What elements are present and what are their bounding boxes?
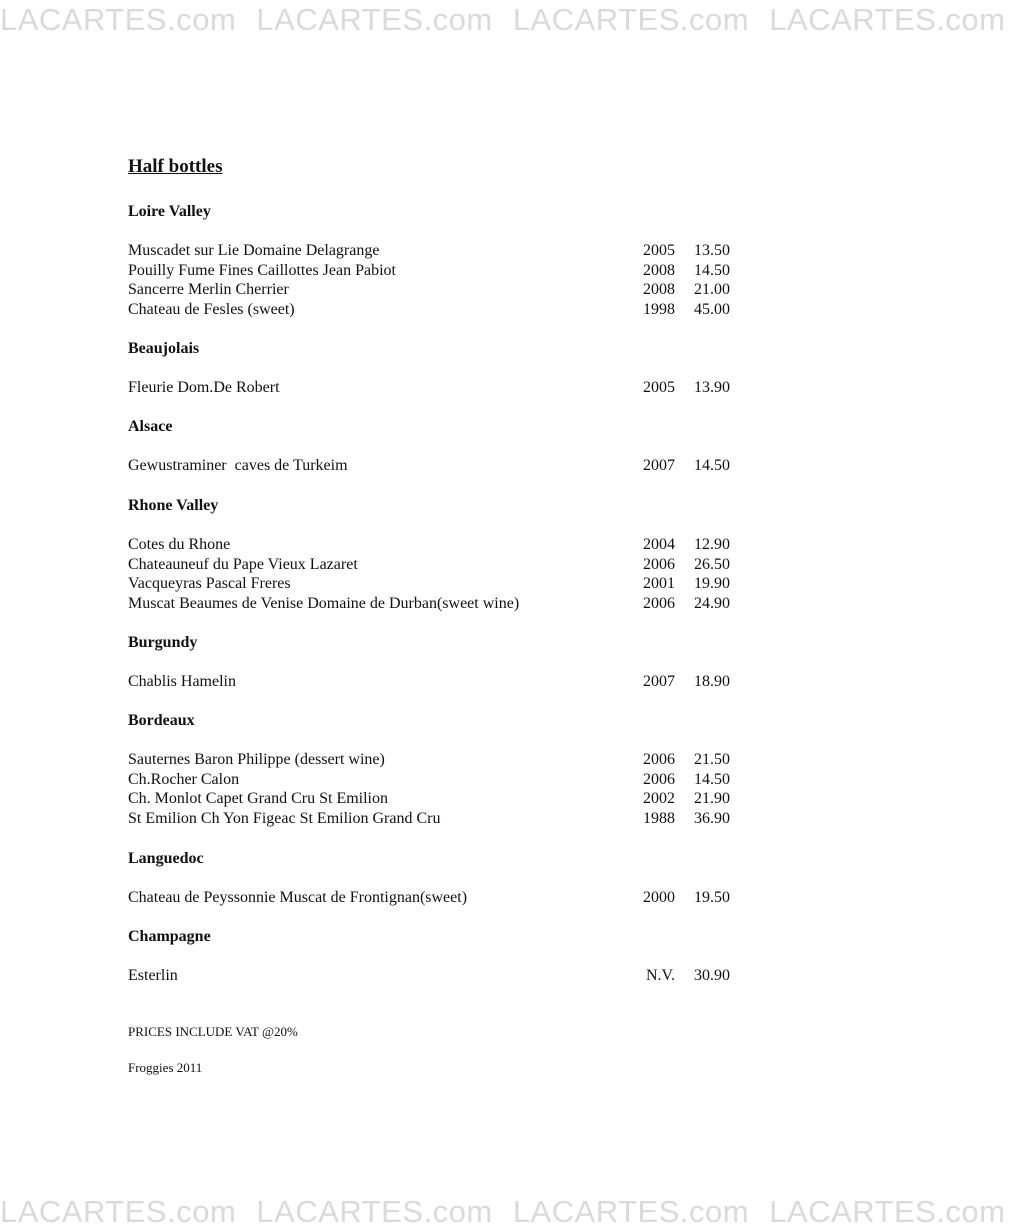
wine-price: 12.90 (694, 536, 730, 553)
wine-price: 21.00 (694, 281, 730, 299)
wine-name: Ch. Monlot Capet Grand Cru St Emilion (128, 790, 388, 808)
section-beaujolais (128, 339, 738, 398)
wine-list (128, 672, 738, 692)
wine-name: Vacqueyras Pascal Freres (128, 575, 291, 593)
wine-name: Esterlin (128, 967, 178, 984)
wine-name: Chateauneuf du Pape Vieux Lazaret (128, 555, 358, 573)
wine-list (128, 535, 738, 613)
wine-list (128, 378, 738, 398)
wine-vintage: 2008 (643, 281, 675, 299)
wine-price: 26.50 (694, 555, 730, 573)
section-rhone-valley (128, 496, 738, 613)
section-bordeaux (128, 711, 738, 828)
wine-price: 14.50 (694, 261, 730, 279)
wine-name: Chablis Hamelin (128, 673, 236, 690)
wine-row (128, 300, 738, 320)
wine-vintage: N.V. (645, 967, 675, 984)
wine-row (128, 750, 738, 770)
section-heading: Loire Valley (128, 203, 211, 220)
wine-vintage: 2000 (643, 889, 675, 906)
section-heading: Burgundy (128, 634, 198, 651)
wine-vintage: 2006 (643, 770, 675, 788)
wine-row (128, 574, 738, 594)
wine-vintage: 1988 (643, 809, 675, 827)
wine-price: 19.50 (694, 889, 730, 906)
wine-row (128, 241, 738, 261)
wine-row (128, 966, 738, 986)
wine-name: Chateau de Peyssonnie Muscat de Frontignan(sweet) (128, 889, 468, 906)
wine-row (128, 555, 738, 575)
wine-name: Pouilly Fume Fines Caillottes Jean Pabiot (128, 261, 396, 279)
vat-note: PRICES INCLUDE VAT @20% (128, 1024, 298, 1039)
wine-price: 21.90 (694, 790, 730, 808)
section-heading: Rhone Valley (128, 497, 219, 514)
watermark-text: LACARTES.com (512, 2, 750, 37)
wine-vintage: 2004 (643, 536, 675, 553)
wine-vintage: 2006 (643, 555, 675, 573)
wine-name: Sauternes Baron Philippe (dessert wine) (128, 751, 385, 768)
wine-name: St Emilion Ch Yon Figeac St Emilion Grand Cru (128, 809, 441, 827)
wine-row (128, 789, 738, 809)
wine-vintage: 2006 (643, 594, 675, 612)
wine-row (128, 594, 738, 614)
wine-row (128, 456, 738, 476)
wine-list (128, 888, 738, 908)
wine-price: 14.50 (694, 457, 730, 474)
page-title: Half bottles (128, 156, 223, 177)
wine-price: 14.50 (694, 770, 730, 788)
watermark-top (0, 0, 1006, 40)
watermark-text: LACARTES.com (0, 1194, 237, 1229)
section-champagne (128, 927, 738, 986)
wine-vintage: 2005 (643, 242, 675, 259)
wine-name: Muscat Beaumes de Venise Domaine de Durban(sweet wine) (128, 594, 520, 612)
wine-vintage: 2001 (643, 575, 675, 593)
section-heading: Champagne (128, 928, 211, 945)
wine-menu (128, 154, 738, 1075)
section-burgundy (128, 633, 738, 692)
watermark-text: LACARTES.com (769, 2, 1006, 37)
wine-price: 21.50 (694, 751, 730, 768)
wine-price: 24.90 (694, 594, 730, 612)
wine-name: Sancerre Merlin Cherrier (128, 281, 289, 299)
wine-row (128, 378, 738, 398)
wine-name: Muscadet sur Lie Domaine Delagrange (128, 242, 380, 259)
wine-vintage: 2008 (643, 261, 675, 279)
section-heading: Beaujolais (128, 340, 200, 357)
watermark-text: LACARTES.com (769, 1194, 1006, 1229)
wine-vintage: 1998 (643, 300, 675, 318)
wine-vintage: 2002 (643, 790, 675, 808)
watermark-text: LACARTES.com (256, 1194, 493, 1229)
wine-name: Chateau de Fesles (sweet) (128, 300, 295, 318)
watermark-bottom (0, 1192, 1006, 1232)
wine-name: Cotes du Rhone (128, 536, 231, 553)
wine-row (128, 888, 738, 908)
wine-list (128, 241, 738, 319)
wine-name: Gewustraminer caves de Turkeim (128, 457, 348, 474)
section-languedoc (128, 849, 738, 908)
wine-price: 13.50 (694, 242, 730, 259)
watermark-text: LACARTES.com (0, 2, 237, 37)
wine-price: 45.00 (694, 300, 730, 318)
wine-row (128, 672, 738, 692)
wine-row (128, 770, 738, 790)
wine-price: 19.90 (694, 575, 730, 593)
wine-price: 36.90 (694, 809, 730, 827)
section-alsace (128, 417, 738, 476)
wine-price: 30.90 (694, 967, 730, 984)
section-heading: Alsace (128, 418, 173, 435)
wine-vintage: 2005 (643, 379, 675, 396)
section-heading: Languedoc (128, 850, 204, 867)
wine-row (128, 535, 738, 555)
wine-name: Ch.Rocher Calon (128, 770, 240, 788)
wine-row (128, 280, 738, 300)
wine-price: 18.90 (694, 673, 730, 690)
wine-row (128, 809, 738, 829)
watermark-text: LACARTES.com (512, 1194, 750, 1229)
section-loire-valley (128, 202, 738, 319)
wine-list (128, 456, 738, 476)
wine-vintage: 2006 (643, 751, 675, 768)
wine-vintage: 2007 (643, 457, 675, 474)
wine-list (128, 750, 738, 828)
section-heading: Bordeaux (128, 712, 195, 729)
wine-list (128, 966, 738, 986)
wine-name: Fleurie Dom.De Robert (128, 379, 280, 396)
menu-credit: Froggies 2011 (128, 1060, 203, 1075)
watermark-text: LACARTES.com (256, 2, 493, 37)
wine-price: 13.90 (694, 379, 730, 396)
wine-row (128, 261, 738, 281)
wine-vintage: 2007 (643, 673, 675, 690)
